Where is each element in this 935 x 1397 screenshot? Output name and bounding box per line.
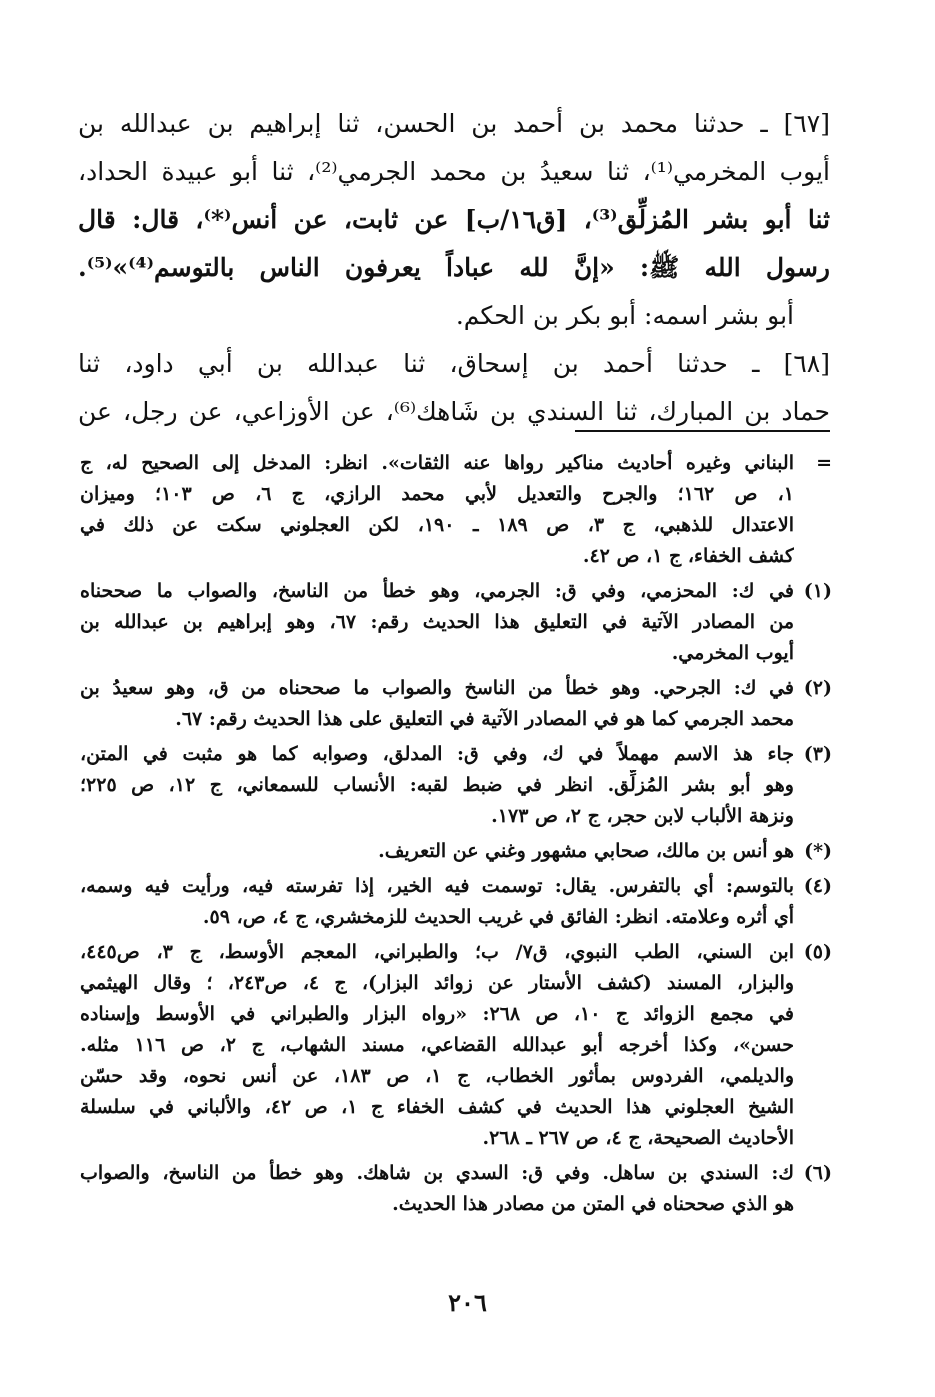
footnote-line: هو أنس بن مالك، صحابي مشهور وغني عن التعريف. (378, 840, 794, 862)
footnote-line: الشيخ العجلوني هذا الحديث في كشف الخفاء ج ١، ص ٤٢، والألباني في سلسلة (80, 1096, 794, 1118)
footnote-line: جاء هذ الاسم مهملاً في ك، وفي ق: المدلق، وصوابه كما هو مثبت في المتن، (80, 743, 794, 765)
footnote-line: كشف الخفاء، ج ١، ص ٤٢. (582, 545, 794, 567)
main-line: رسول الله ﷺ: «إنَّ لله عباداً يعرفون الناس بالتوسم⁽⁴⁾»⁽⁵⁾. (78, 253, 830, 282)
footnote-marker: (٤) (803, 875, 832, 897)
footnote (80, 739, 832, 832)
footnote-line: هو الذي صححناه في المتن من مصادر هذا الحديث. (392, 1193, 794, 1215)
main-line: أبو بشر اسمه: أبو بكر بن الحكم. (455, 301, 794, 330)
footnote-line: من المصادر الآتية في التعليق هذا الحديث رقم: ٦٧، وهو إبراهيم بن عبدالله بن (80, 611, 794, 633)
footnote-line: البناني وغيره أحاديث مناكير رواها عنه الثقات». انظر: المدخل إلى الصحيح له، ج (80, 452, 794, 474)
footnote-line: بالتوسم: أي بالتفرس. يقال: توسمت فيه الخير، إذا تفرسته فيه، ورأيت فيه وسمه، (80, 875, 794, 897)
main-text (78, 100, 830, 436)
footnote-separator (575, 430, 830, 432)
footnote-line: ك: السندي بن ساهل. وفي ق: السدي بن شاهك. وهو خطأ من الناسخ، والصواب (80, 1162, 794, 1184)
footnote-marker: (٦) (803, 1162, 832, 1184)
footnote-marker: (٣) (803, 743, 832, 765)
footnote-line: والديلمي، الفردوس بمأثور الخطاب، ج ١، ص ١٨٣، عن أنس نحوه، وقد حسّن (80, 1065, 794, 1087)
footnote (80, 448, 832, 572)
main-line: [٦٨] ـ حدثنا أحمد بن إسحاق، ثنا عبدالله بن أبي داود، ثنا (78, 349, 830, 378)
footnote-line: والبزار، المسند (كشف الأستار عن زوائد البزار)، ج ٤، ص٢٤٣، ؛ وقال الهيثمي (80, 972, 794, 994)
main-line: [٦٧] ـ حدثنا محمد بن أحمد بن الحسن، ثنا إبراهيم بن عبدالله بن (78, 109, 830, 138)
main-line: حماد بن المبارك، ثنا السندي بن شَاهك⁽⁶⁾، عن الأوزاعي، عن رجل، عن (78, 397, 830, 426)
footnote-line: في ك: الجرحي. وهو خطأ من الناسخ والصواب ما صححناه من ق، وهو سعيدُ بن (80, 677, 794, 699)
footnote (80, 673, 832, 735)
footnote-line: الاعتدال للذهبي، ج ٣، ص ١٨٩ ـ ١٩٠، لكن العجلوني سكت عن ذلك في (80, 514, 794, 536)
page-number: ٢٠٦ (448, 1288, 487, 1317)
footnote-marker: = (816, 452, 832, 474)
footnote (80, 937, 832, 1154)
footnote-marker: (٢) (803, 677, 832, 699)
footnote-line: محمد الجرمي كما هو في المصادر الآتية في التعليق على هذا الحديث رقم: ٦٧. (175, 708, 794, 730)
footnote-line: أيوب المخرمي. (671, 642, 794, 664)
footnote-line: أي أثره وعلامته. انظر: الفائق في غريب الحديث للزمخشري، ج ٤، ص، ٥٩. (202, 906, 794, 928)
footnote-marker: (*) (804, 840, 832, 862)
footnote-line: ١، ص ١٦٢؛ والجرح والتعديل لأبي محمد الرازي، ج ٦، ص ١٠٣؛ وميزان (80, 483, 794, 505)
footnote (80, 836, 832, 867)
footnote-marker: (١) (803, 580, 832, 602)
footnote-line: وهو أبو بشر المُزلِّق. انظر في ضبط لقبه: الأنساب للسمعاني، ج ١٢، ص ٢٢٥؛ (80, 774, 794, 796)
footnote-line: في ك: المحزمي، وفي ق: الجرمي، وهو خطأ من الناسخ، والصواب ما صححناه (80, 580, 794, 602)
footnote-line: حسن»، وكذا أخرجه أبو عبدالله القضاعي، مسند الشهاب، ج ٢، ص ١١٦ مثله. (80, 1034, 794, 1056)
footnote-marker: (٥) (803, 941, 832, 963)
footnote-line: في مجمع الزوائد ج ١٠، ص ٢٦٨: «رواه البزار والطبراني في الأوسط وإسناده (80, 1003, 794, 1025)
footnote (80, 871, 832, 933)
footnote (80, 576, 832, 669)
footnote-line: ونزهة الألباب لابن حجر، ج ٢، ص ١٧٣. (491, 805, 794, 827)
footnote (80, 1158, 832, 1220)
footnote-line: ابن السني، الطب النبوي، ق٧/ ب؛ والطبراني، المعجم الأوسط، ج ٣، ص٤٤٥، (80, 941, 794, 963)
footnote-line: الأحاديث الصحيحة، ج ٤، ص ٢٦٧ ـ ٢٦٨. (482, 1127, 794, 1149)
main-line: ثنا أبو بشر المُزلِّق⁽³⁾، [ق١٦/ب] عن ثابت، عن أنس⁽*⁾، قال: قال (78, 205, 830, 234)
footnotes (80, 448, 832, 1224)
main-line: أيوب المخرمي⁽¹⁾، ثنا سعيدُ بن محمد الجرمي⁽²⁾، ثنا أبو عبيدة الحداد، (78, 157, 830, 186)
